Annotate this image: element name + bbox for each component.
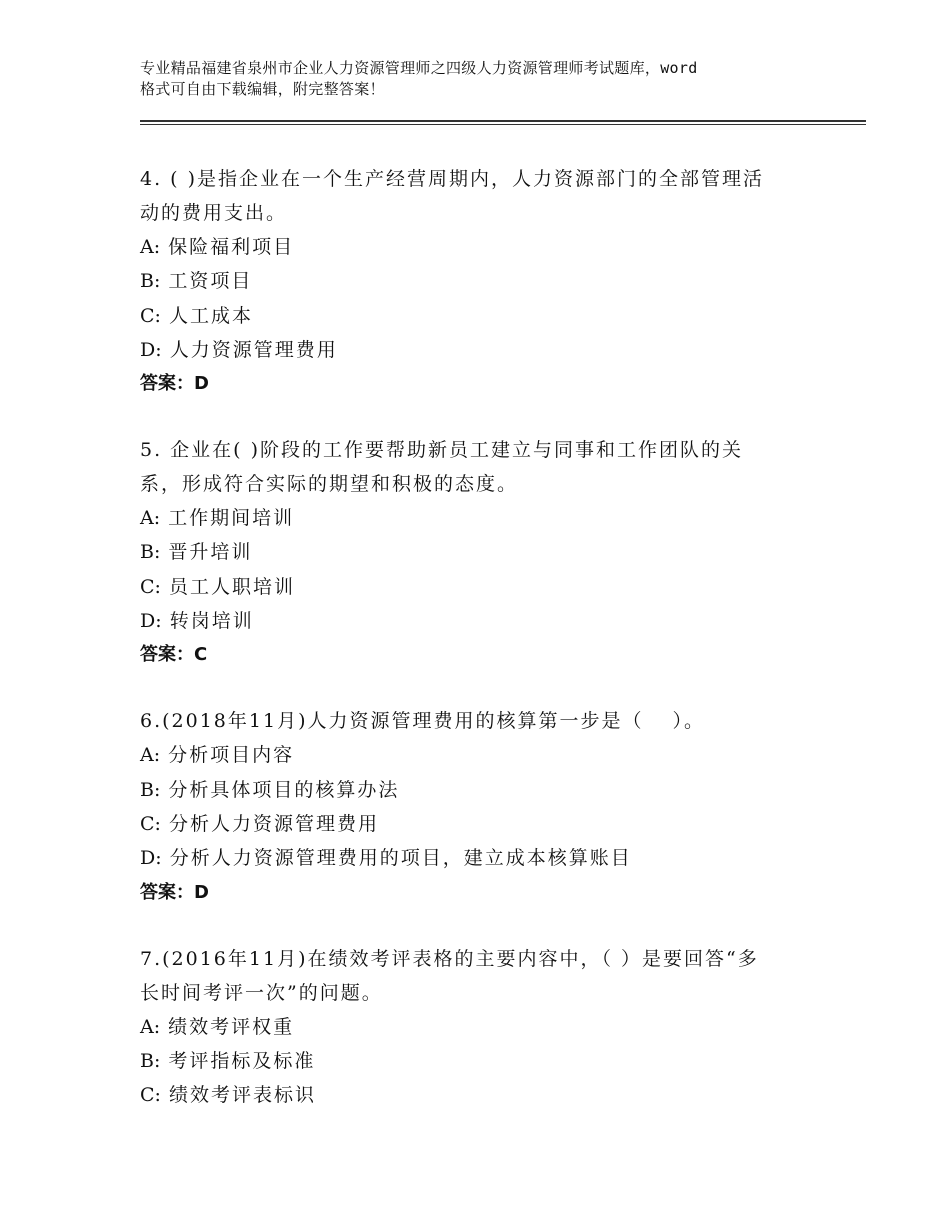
option-c — [140, 807, 820, 841]
question-stem-line: 6.(2018年11月)人力资源管理费用的核算第一步是（ ）。 — [140, 710, 706, 733]
option-letter: C: — [140, 812, 161, 835]
header-divider-thick — [140, 120, 866, 122]
option-d — [140, 841, 820, 875]
option-b — [140, 535, 820, 569]
header-divider-thin — [140, 124, 866, 125]
option-a — [140, 230, 820, 264]
option-b — [140, 1044, 820, 1078]
option-letter: B: — [140, 1049, 161, 1072]
option-text: 绩效考评表标识 — [169, 1084, 317, 1107]
question-stem-line: 4. ( )是指企业在一个生产经营周期内，人力资源部门的全部管理活 — [140, 168, 765, 190]
option-letter: C: — [140, 575, 161, 598]
option-letter: C: — [140, 1084, 161, 1107]
option-letter: C: — [140, 304, 161, 327]
option-letter: A: — [140, 1015, 161, 1038]
option-letter: D: — [140, 610, 162, 633]
question-stem-line: 系，形成符合实际的期望和积极的态度。 — [140, 473, 519, 496]
option-a — [140, 1010, 820, 1044]
option-letter: B: — [140, 270, 161, 293]
question-stem-line: 5. 企业在( )阶段的工作要帮助新员工建立与同事和工作团队的关 — [140, 439, 744, 462]
option-d — [140, 333, 820, 367]
header-line-2: 格式可自由下载编辑，附完整答案！ — [140, 80, 385, 98]
option-c — [140, 1078, 820, 1112]
answer-line: 答案：D — [140, 373, 209, 395]
option-text: 保险福利项目 — [168, 236, 295, 258]
option-text: 人力资源管理费用 — [169, 338, 338, 361]
answer-line: 答案：D — [140, 881, 209, 903]
question-list — [140, 162, 820, 1144]
header-line-1: 专业精品福建省泉州市企业人力资源管理师之四级人力资源管理师考试题库，word — [140, 59, 698, 77]
question-6 — [140, 704, 820, 909]
option-letter: D: — [140, 338, 162, 361]
question-5 — [140, 433, 820, 672]
option-b — [140, 264, 820, 298]
option-text: 工资项目 — [168, 270, 253, 293]
option-text: 考评指标及标准 — [168, 1049, 316, 1072]
question-stem-line: 动的费用支出。 — [140, 202, 288, 224]
option-b — [140, 773, 820, 807]
option-text: 员工人职培训 — [169, 575, 296, 598]
question-stem-line: 长时间考评一次”的问题。 — [140, 981, 383, 1004]
option-text: 工作期间培训 — [168, 507, 295, 530]
document-header — [140, 58, 830, 100]
option-c — [140, 570, 820, 604]
option-text: 绩效考评权重 — [168, 1015, 295, 1038]
option-text: 分析人力资源管理费用 — [169, 812, 380, 835]
question-7 — [140, 942, 820, 1113]
question-stem-line: 7.(2016年11月)在绩效考评表格的主要内容中，（ ）是要回答“多 — [140, 947, 759, 970]
option-letter: B: — [140, 541, 161, 564]
option-a — [140, 738, 820, 772]
option-c — [140, 299, 820, 333]
option-letter: A: — [140, 744, 161, 767]
option-text: 分析人力资源管理费用的项目，建立成本核算账目 — [169, 847, 632, 870]
option-text: 分析具体项目的核算办法 — [168, 778, 400, 801]
option-text: 人工成本 — [169, 304, 254, 327]
option-text: 晋升培训 — [168, 541, 253, 564]
option-d — [140, 604, 820, 638]
option-text: 转岗培训 — [169, 610, 254, 633]
question-4 — [140, 162, 820, 401]
option-letter: D: — [140, 847, 162, 870]
option-letter: B: — [140, 778, 161, 801]
option-text: 分析项目内容 — [168, 744, 295, 767]
answer-line: 答案：C — [140, 644, 208, 666]
option-letter: A: — [140, 507, 161, 530]
option-a — [140, 501, 820, 535]
option-letter: A: — [140, 236, 161, 258]
